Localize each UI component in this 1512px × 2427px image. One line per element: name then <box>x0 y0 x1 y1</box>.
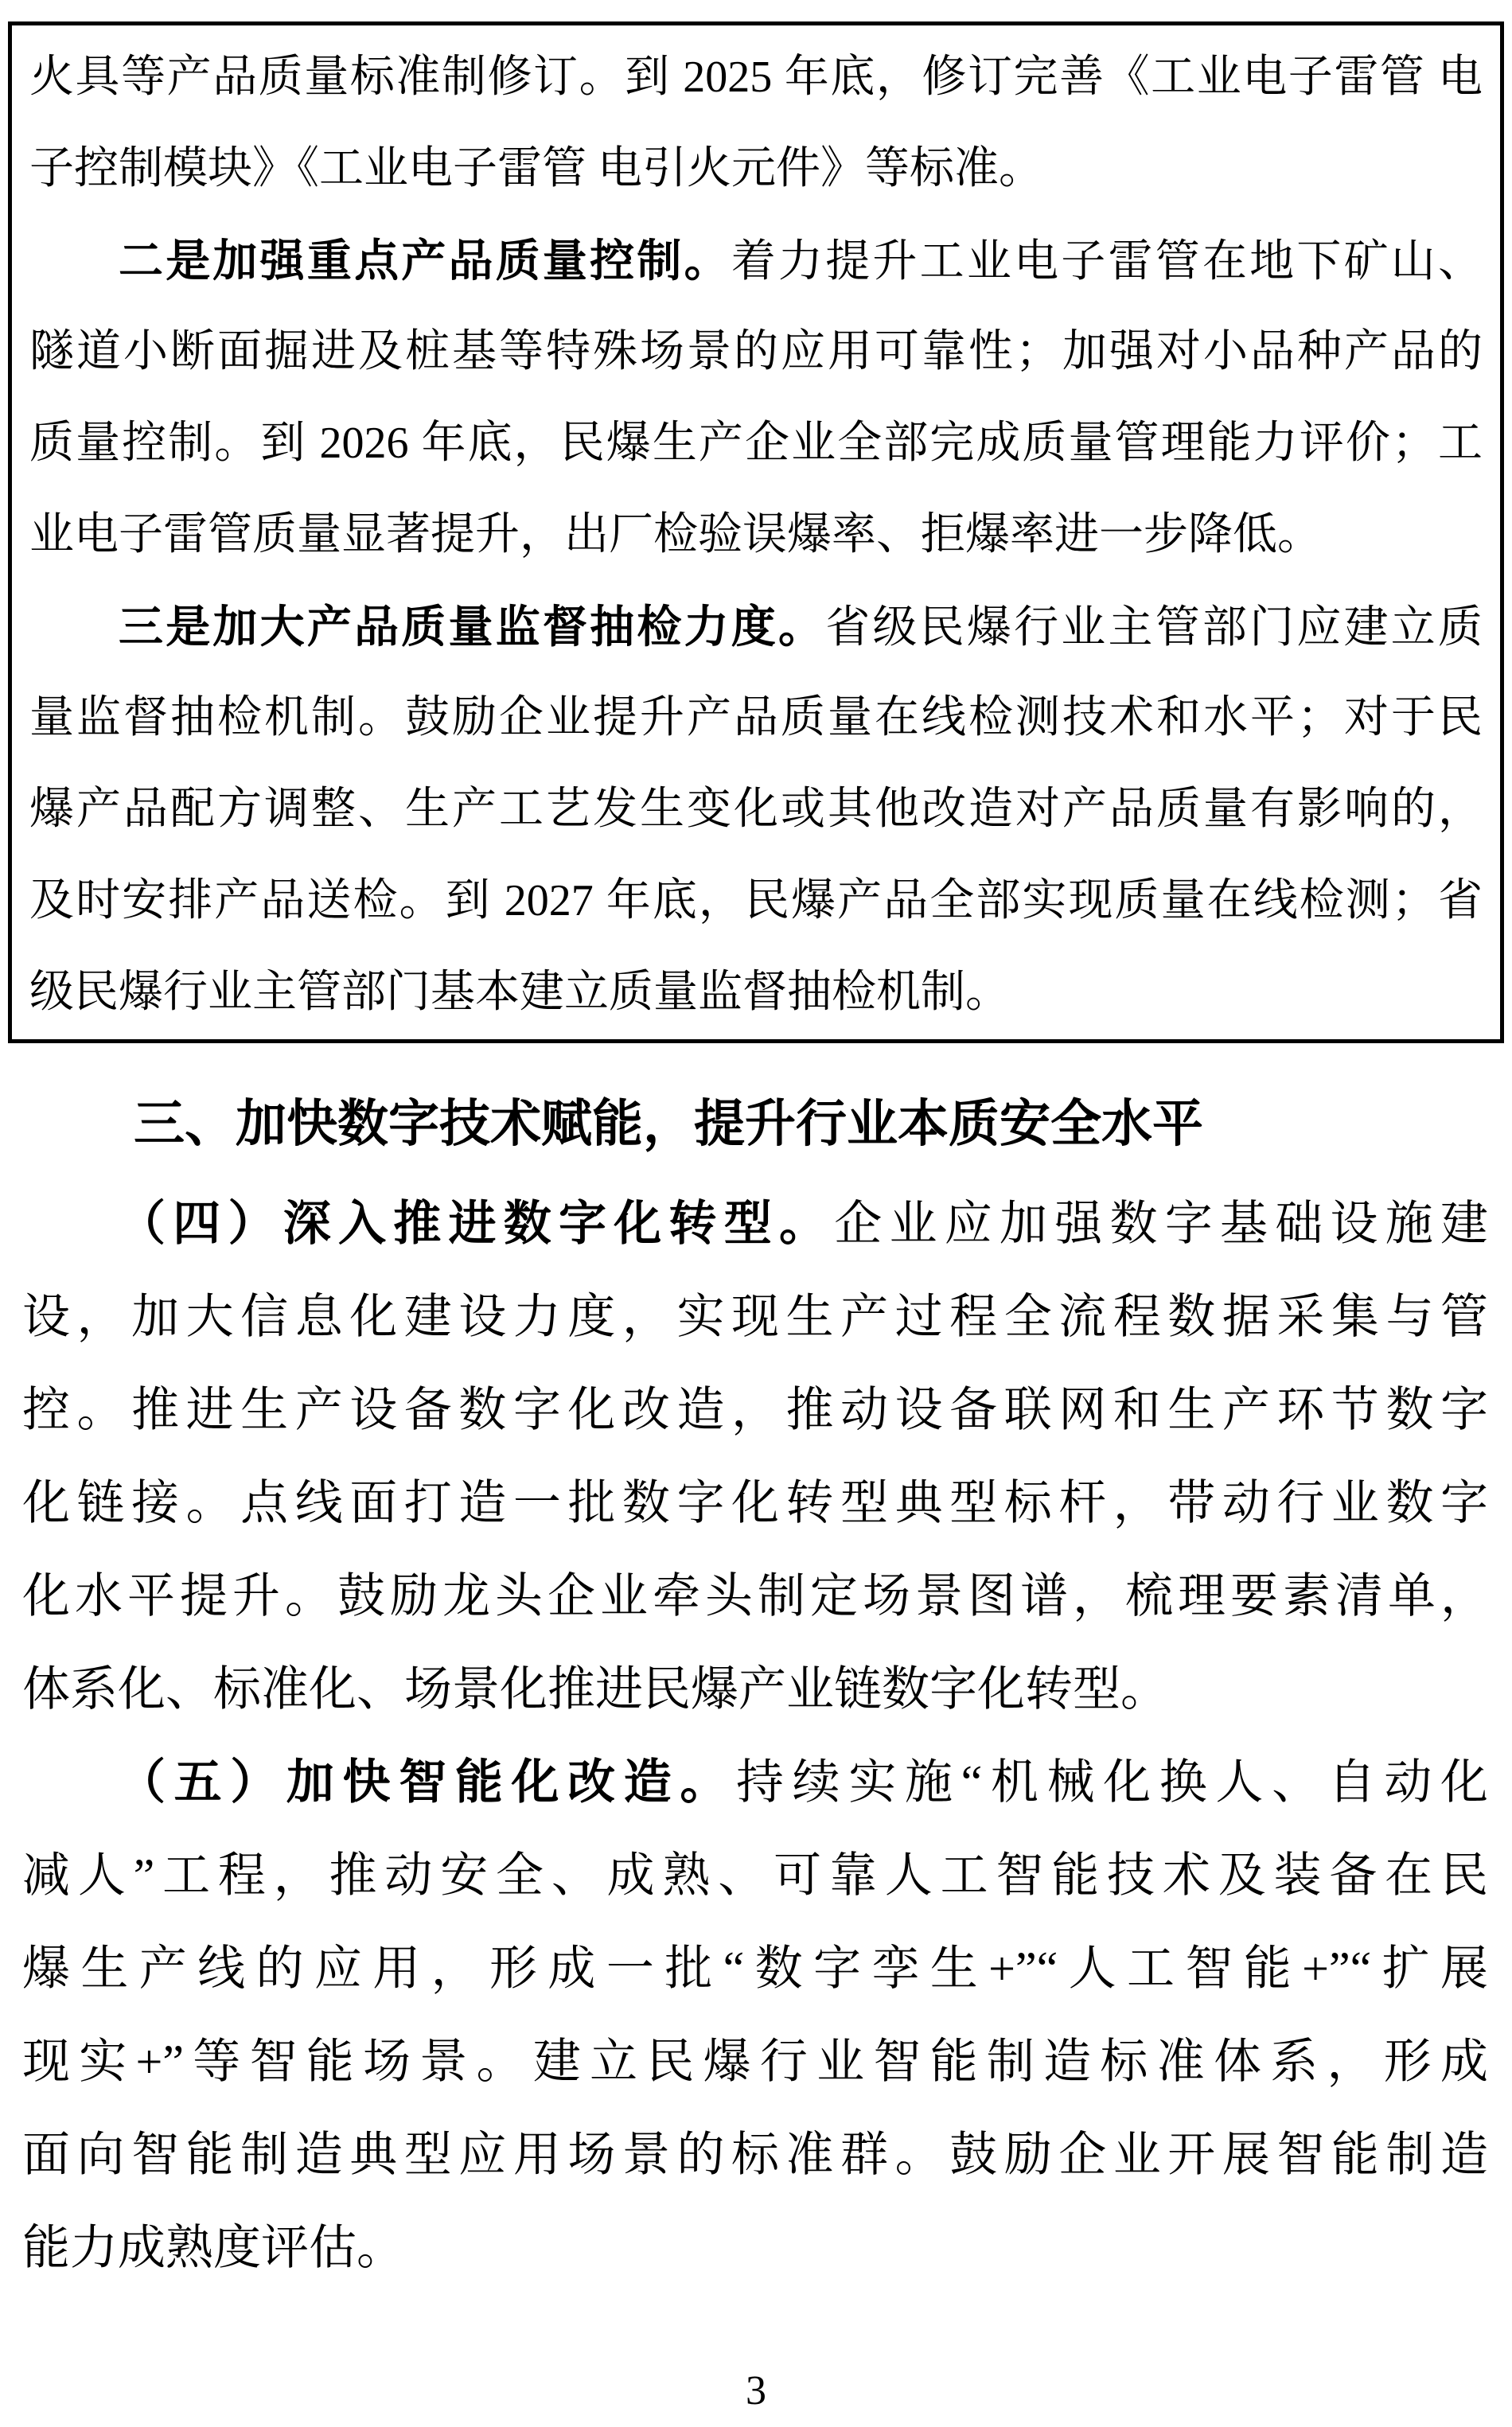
text-line: 子控制模块》《工业电子雷管 电引火元件》等标准。 <box>29 144 1043 193</box>
text-line: 质量控制。到 2026 年底，民爆生产企业全部完成质量管理能力评价；工 <box>29 419 1483 468</box>
body-paragraphs <box>22 1178 1488 2295</box>
text-line: （五）加快智能化改造。持续实施“机械化换人、自动化 <box>118 1756 1488 1809</box>
text-line: 化链接。点线面打造一批数字化转型典型标杆，带动行业数字 <box>22 1477 1488 1529</box>
page-number: 3 <box>746 2368 766 2413</box>
text-line: 爆生产线的应用，形成一批“数字孪生+”“人工智能+”“扩展 <box>22 1942 1488 1995</box>
text-line: 三是加大产品质量监督抽检力度。省级民爆行业主管部门应建立质 <box>119 602 1483 653</box>
section-heading: 三、加快数字技术赋能，提升行业本质安全水平 <box>134 1095 1203 1152</box>
text-line: 面向智能制造典型应用场景的标准群。鼓励企业开展智能制造 <box>22 2129 1488 2181</box>
text-line: 量监督抽检机制。鼓励企业提升产品质量在线检测技术和水平；对于民 <box>29 693 1483 742</box>
bold-lead: 三是加大产品质量监督抽检力度。 <box>119 602 826 652</box>
text-line: 化水平提升。鼓励龙头企业牵头制定场景图谱，梳理要素清单， <box>22 1570 1488 1623</box>
text-line: 现实+”等智能场景。建立民爆行业智能制造标准体系，形成 <box>22 2035 1488 2088</box>
text-line: 体系化、标准化、场景化推进民爆产业链数字化转型。 <box>22 1663 1168 1716</box>
text-line: 能力成熟度评估。 <box>22 2222 404 2274</box>
text-line: 设，加大信息化建设力度，实现生产过程全流程数据采集与管 <box>22 1291 1488 1343</box>
text-line: 控。推进生产设备数字化改造，推动设备联网和生产环节数字 <box>22 1384 1488 1436</box>
text-line: 减人”工程，推动安全、成熟、可靠人工智能技术及装备在民 <box>22 1849 1488 1902</box>
text-line: 二是加强重点产品质量控制。着力提升工业电子雷管在地下矿山、 <box>119 236 1483 286</box>
bordered-text-block <box>8 21 1504 1043</box>
text-line: 业电子雷管质量显著提升，出厂检验误爆率、拒爆率进一步降低。 <box>29 510 1322 559</box>
bold-lead: 二是加强重点产品质量控制。 <box>119 236 731 286</box>
text-line: 隧道小断面掘进及桩基等特殊场景的应用可靠性；加强对小品种产品的 <box>29 327 1483 376</box>
bold-lead: （五）加快智能化改造。 <box>118 1756 737 1809</box>
text-line: （四）深入推进数字化转型。企业应加强数字基础设施建 <box>118 1198 1488 1250</box>
text-line: 及时安排产品送检。到 2027 年底，民爆产品全部实现质量在线检测；省 <box>29 876 1483 925</box>
text-line: 级民爆行业主管部门基本建立质量监督抽检机制。 <box>29 968 1010 1017</box>
text-line: 爆产品配方调整、生产工艺发生变化或其他改造对产品质量有影响的， <box>29 785 1483 834</box>
text-line: 火具等产品质量标准制修订。到 2025 年底，修订完善《工业电子雷管 电 <box>29 53 1483 102</box>
bold-lead: （四）深入推进数字化转型。 <box>118 1198 835 1250</box>
